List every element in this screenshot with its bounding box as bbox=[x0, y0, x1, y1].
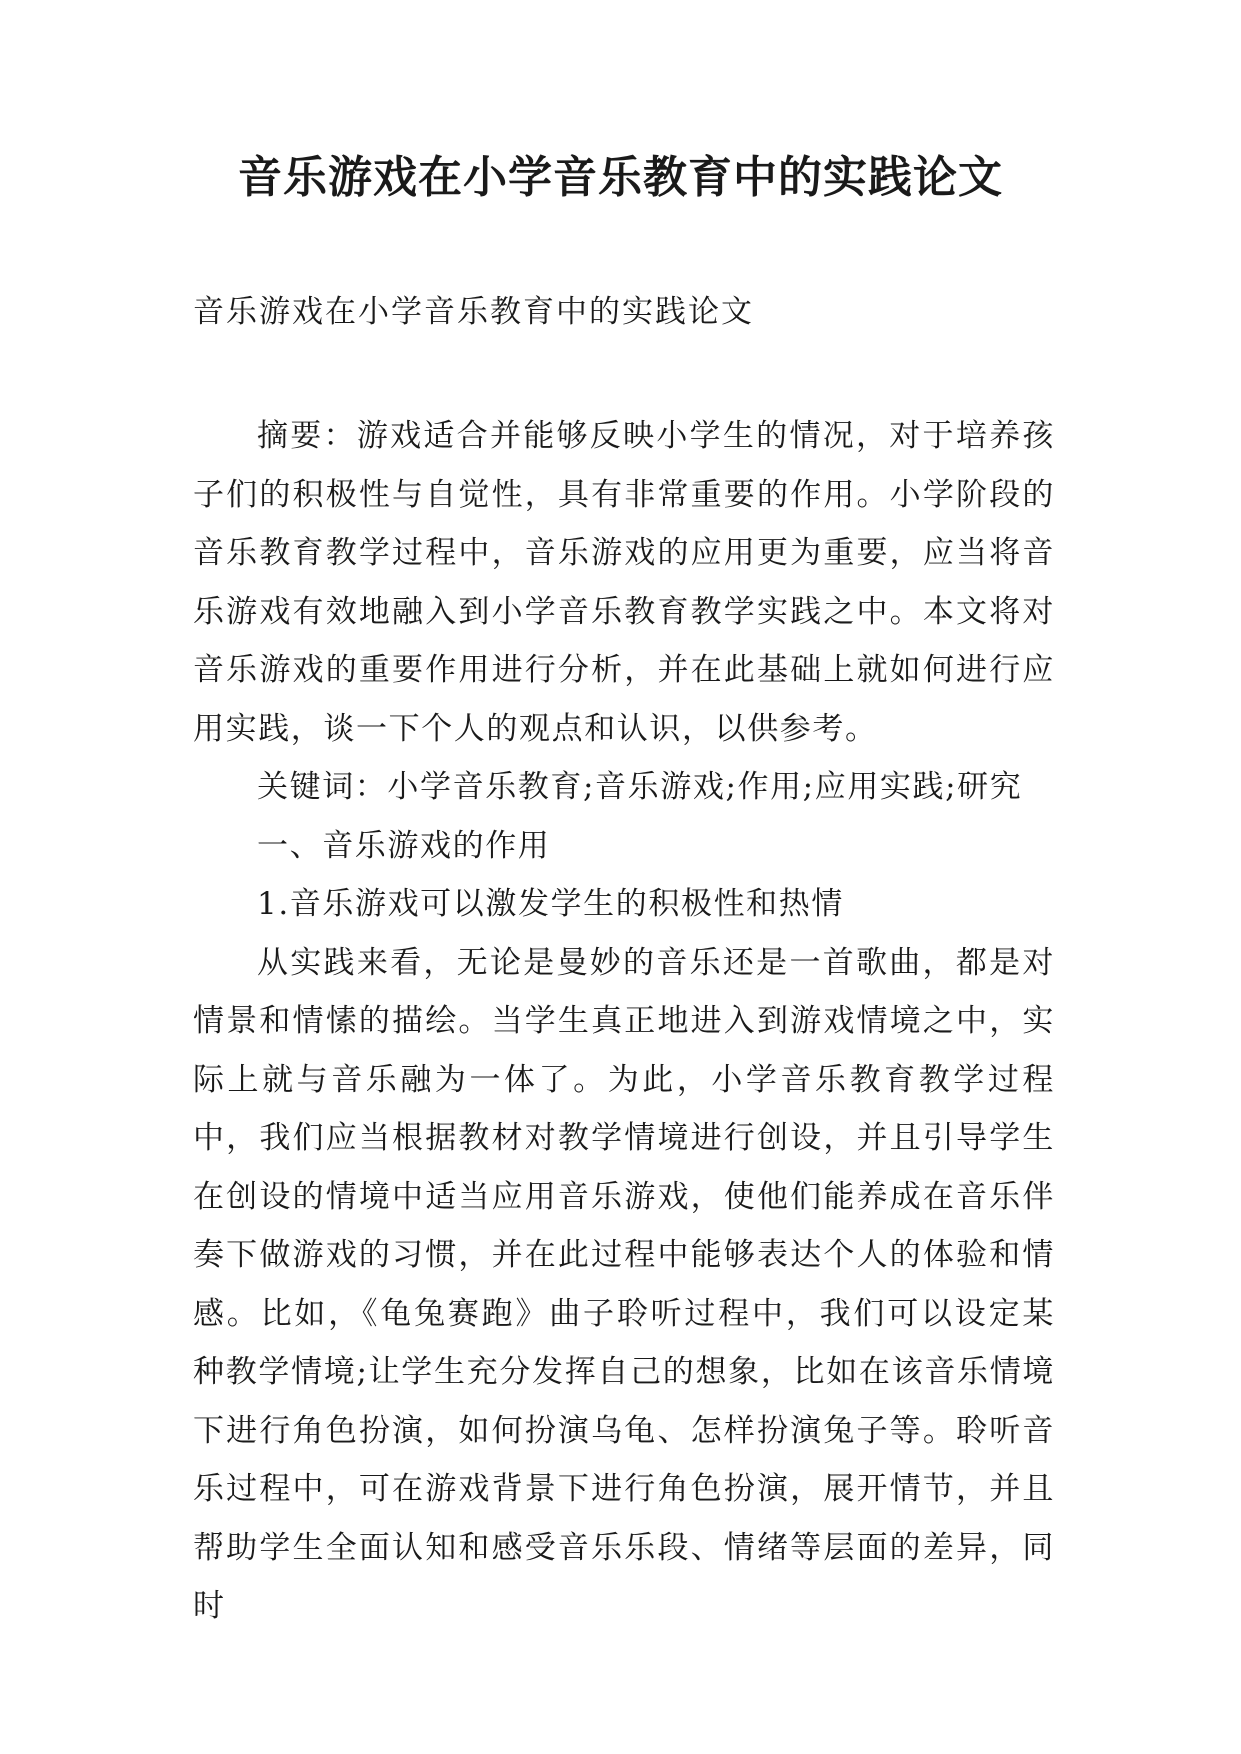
document-body bbox=[193, 407, 1055, 1636]
body-paragraph: 从实践来看，无论是曼妙的音乐还是一首歌曲，都是对情景和情愫的描绘。当学生真正地进入到游戏情境之中，实际上就与音乐融为一体了。为此，小学音乐教育教学过程中，我们应当根据教材对教学情境进行创设，并且引导学生在创设的情境中适当应用音乐游戏，使他们能养成在音乐伴奏下做游戏的习惯，并在此过程中能够表达个人的体验和情感。比如，《龟兔赛跑》曲子聆听过程中，我们可以设定某种教学情境;让学生充分发挥自己的想象，比如在该音乐情境下进行角色扮演，如何扮演乌龟、怎样扮演兔子等。聆听音乐过程中，可在游戏背景下进行角色扮演，展开情节，并且帮助学生全面认知和感受音乐乐段、情绪等层面的差异，同时 bbox=[193, 944, 1055, 1624]
abstract-paragraph: 摘要：游戏适合并能够反映小学生的情况，对于培养孩子们的积极性与自觉性，具有非常重要的作用。小学阶段的音乐教育教学过程中，音乐游戏的应用更为重要，应当将音乐游戏有效地融入到小学音乐教育教学实践之中。本文将对音乐游戏的重要作用进行分析，并在此基础上就如何进行应用实践，谈一下个人的观点和认识，以供参考。 bbox=[193, 418, 1055, 747]
keywords-paragraph: 关键词：小学音乐教育;音乐游戏;作用;应用实践;研究 bbox=[257, 769, 1023, 805]
document-subtitle: 音乐游戏在小学音乐教育中的实践论文 bbox=[193, 294, 754, 330]
subsection-heading: 1.音乐游戏可以激发学生的积极性和热情 bbox=[257, 886, 844, 922]
document-title: 音乐游戏在小学音乐教育中的实践论文 bbox=[238, 152, 1003, 203]
section-heading: 一、音乐游戏的作用 bbox=[257, 827, 551, 864]
